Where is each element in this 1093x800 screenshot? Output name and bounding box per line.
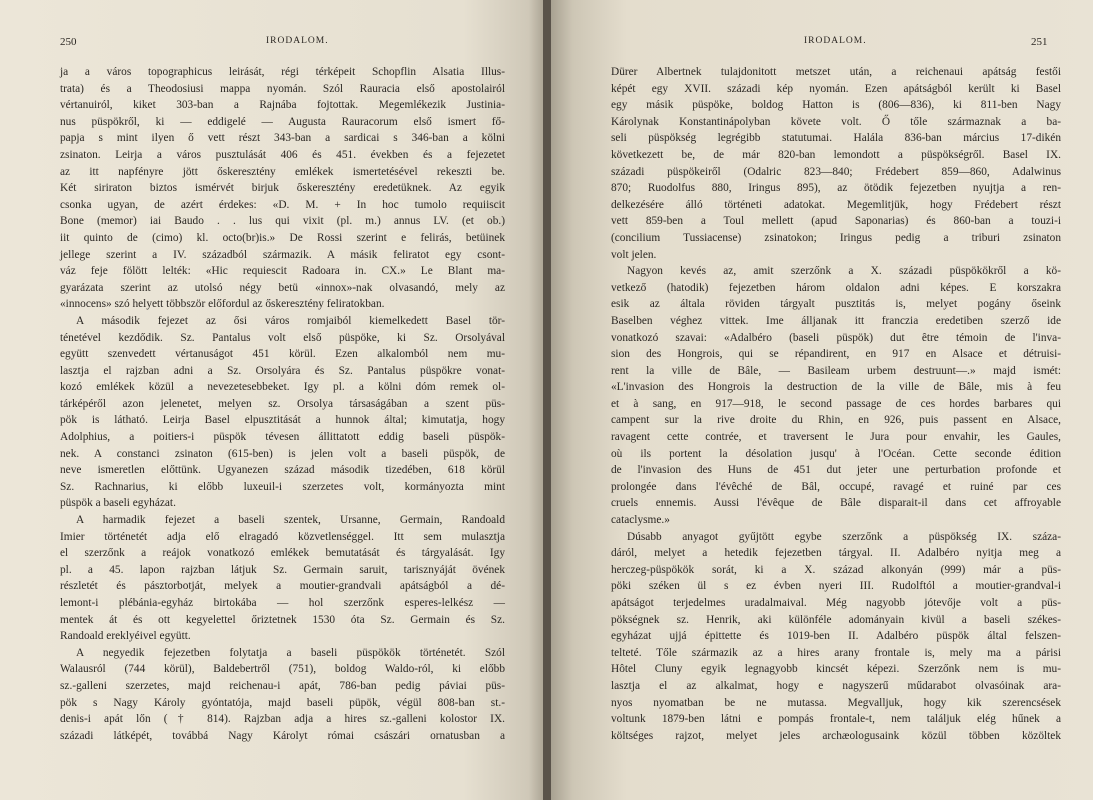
text-line: tárképéről azon jelenetet, melyen sz. Orsolya társaságában a szent püs-	[60, 397, 505, 410]
left-page	[0, 0, 545, 800]
text-line: nyos nyomatban be ne mutassa. Megvalljuk, hogy kik szerencsések	[611, 696, 1061, 709]
text-line: el szerzőnk a reájok vonatkozó emlékek bemutatását és tárgyalását. Igy	[60, 547, 505, 560]
text-line: nek. A constanci zsinaton (615-ben) is jelen volt a baseli püspök, de	[60, 447, 505, 460]
text-line: «L'invasion des Hongrois la destruction de la ville de Bâle, mis à feu	[611, 381, 1061, 394]
text-line: neve ismeretlen előttünk. Ugyanezen század második tizedében, 618 körül	[60, 464, 505, 477]
text-line: Hôtel Cluny egyik legnagyobb kincsét képezi. Szerzőnk nem is mu-	[611, 663, 1061, 676]
page-number-right: 251	[1031, 36, 1048, 48]
text-line: következett be, de már 820-ban lemondott a püspökségről. Basel IX.	[611, 148, 1061, 161]
running-head-right: IRODALOM.	[804, 36, 867, 46]
text-line: iit quinto de (cimo) kl. octo(br)is.» De Rossi szerint e felirás, betüinek	[60, 231, 505, 244]
right-page-text	[611, 64, 1061, 744]
text-line: pök s Nagy Károly gyóntatója, majd baseli püpök, végül 808-ban st.-	[60, 696, 505, 709]
text-line: telteté. Tőle származik az a hires arany frontale is, mely ma a párisi	[611, 646, 1061, 659]
text-line: vetkező (hatodik) fejezetben három oldalon adni képes. E korszakra	[611, 281, 1061, 294]
text-line: vértanuiról, kiket 303-ban a Rajnába fojtottak. Megemlékezik Justinia-	[60, 99, 505, 112]
text-line: delkezésére álló történeti adatokat. Megemlitjük, hogy Frédebert részt	[611, 198, 1061, 211]
text-line: ja a város topographicus leirását, régi térképeit Schopflin Alsatia Illus-	[60, 66, 505, 78]
text-line: Károlynak Konstantinápolyban követe volt. Ő tőle származnak a ba-	[611, 115, 1061, 128]
text-line: et à sang, en 917—918, le second passage de ces hordes barbares qui	[611, 397, 1061, 410]
text-line: nus püspökről, ki — eddigelé — Augusta Rauracorum első ismert fő-	[60, 115, 505, 128]
text-line: A harmadik fejezet a baseli szentek, Ursanne, Germain, Randoald	[76, 514, 505, 527]
text-line: vonatkozó szavai: «Adalbéro (baseli püspök) dut être témoin de l'inva-	[611, 331, 1061, 344]
text-line: apátságot terjedelmes uradalmaival. Még nagyobb jótevője volt a püs-	[611, 597, 1061, 609]
text-line: pl. a 45. lapon rajzban látjuk Sz. Germain saruit, tarisznyáját övének	[60, 563, 505, 576]
text-line: herczeg-püspökök sorát, ki a X. század alkonyán (999) már a püs-	[611, 563, 1061, 576]
text-line: lasztja el rajzban adni a Sz. Orsolyára és Sz. Pantalus püspökre vonat-	[60, 364, 505, 377]
text-line: cruels ennemis. Aussi l'évêque de Bâle disparait-il dans cet affroyable	[611, 497, 1061, 510]
text-line: prolongée dans l'évêché de Bâl, occupé, ravagé et ruiné par ces	[611, 480, 1061, 493]
text-line: «innocens» szó helyett többször előfordul az őskeresztény feliratokban.	[60, 298, 385, 311]
text-line: lemont-i plébánia-egyház birtokába — hol szerzőnk esperes-lelkész —	[60, 597, 505, 609]
text-line: sion des Hongrois, qui se répandirent, en 917 en Alsace et détruisi-	[611, 348, 1061, 361]
text-line: denis-i apát lőn († 814). Rajzban adja a hires sz.-galleni kolostor IX.	[60, 713, 505, 726]
text-line: dáról, melyet a hetedik fejezetben tárgyal. II. Adalbéro nyitja meg a	[611, 547, 1061, 560]
text-line: où ils portent la désolation jusqu' à l'Océan. Cette seconde édition	[611, 447, 1061, 460]
text-line: pök is látható. Leirja Basel elpusztitását a hunnok által; kimutatja, hogy	[60, 414, 505, 427]
text-line: ténetével kezdődik. Sz. Pantalus volt első püspöke, ki Sz. Orsolyával	[60, 331, 505, 344]
text-line: 870; Ruodolfus 880, Iringus 895), az ötödik fejezetben nyujtja a ren-	[611, 182, 1061, 195]
text-line: Nagyon kevés az, amit szerzőnk a X. századi püspökökről a kö-	[627, 265, 1061, 278]
text-line: költséges rajzot, melyet jeles archæologusaink közül többen közöltek	[611, 729, 1061, 742]
text-line: pöki széken ül s ez évben nyeri III. Rudolftól a moutier-grandval-i	[611, 580, 1061, 593]
text-line: A negyedik fejezetben folytatja a baseli püspökök történetét. Szól	[76, 646, 505, 659]
text-line: mentek át és ott kegyelettel őriztetnek 1530 óta Sz. Germain és Sz.	[60, 613, 505, 626]
text-line: csonka ugyan, de azért érdekes: «D. M. + In hoc tumolo requiiscit	[60, 198, 505, 211]
text-line: Baselben véghez vittek. Ime álljanak itt franczia eredetiben szerző ide	[611, 314, 1061, 327]
text-line: Sz. Rachnarius, ki előbb luxeuil-i szerzetes volt, kormányozta mint	[60, 480, 505, 493]
text-line: lasztja el az alkalmat, hogy e nagyszerű műdarabot olvasóinak ara-	[611, 679, 1061, 692]
text-line: pökségnek sz. Henrik, aki különféle adományain kivül a baseli székes-	[611, 613, 1061, 626]
text-line: jellege szerint a IV. századból származik. A másik feliratot egy csont-	[60, 248, 505, 261]
text-line: voltunk 1879-ben látni e pompás frontale-t, nem találjuk elég hűnek a	[611, 713, 1061, 726]
text-line: cataclysme.»	[611, 514, 670, 527]
text-line: püspök a baseli egyházat.	[60, 497, 176, 510]
page-number-left: 250	[60, 36, 77, 48]
text-line: Adolphius, a poitiers-i püspök tévesen állittatott eddig baseli püspök-	[60, 431, 505, 444]
text-line: egyházat ujjá épittette és 1019-ben II. Adalbéro püspök által felszen-	[611, 630, 1061, 643]
text-line: sz.-galleni szerzetes, majd reichenau-i apát, 786-ban pedig páviai püs-	[60, 679, 505, 692]
text-line: együtt szenvedett vértanuságot 451 körül. Ezen alkalomból nem mu-	[60, 348, 505, 361]
text-line: gyarázata szerint az utolsó négy betü «innox»-nak olvasandó, mely az	[60, 281, 505, 294]
text-line: A második fejezet az ősi város romjaiból kiemelkedett Basel tör-	[76, 314, 505, 327]
text-line: Randoald ereklyéivel együtt.	[60, 630, 191, 643]
text-line: (concilium Tussiacense) zsinatokon; Iringus pedig a triburi zsinaton	[611, 231, 1061, 244]
text-line: trata) és a Theodosiusi mappa nyomán. Szól Rauracia első apostolairól	[60, 82, 505, 95]
text-line: seli püspökség legrégibb statutumai. Halála 836-ban március 17-dikén	[611, 132, 1061, 145]
text-line: ravagent cette contrée, et traversent le Jura pour envahir, les Gaules,	[611, 431, 1061, 444]
text-line: volt jelen.	[611, 248, 657, 261]
text-line: Imier történetét adja elő elragadó közvetlenséggel. Itt sem mulasztja	[60, 530, 505, 543]
text-line: zsinaton. Leirja a város pusztulását 406 és 451. években és a fejezetet	[60, 148, 505, 161]
text-line: de l'invasion des Huns de 451 dut jeter une perturbation profonde et	[611, 464, 1061, 477]
text-line: esik az általa röviden tárgyalt pusztitás is, melyet pogány őseink	[611, 298, 1061, 311]
text-line: részletét és pásztorbotját, melyek a moutier-grandvali apátságból a dé-	[60, 580, 505, 593]
text-line: Dúsabb anyagot gyűjtött egybe szerzőnk a püspökség IX. száza-	[627, 530, 1061, 543]
text-line: az itt napfényre jött őskeresztény emlékek ismertetésével rekeszti be.	[60, 165, 505, 178]
text-line: egy másik püspöke, boldog Hatton is (806—836), ki 811-ben Nagy	[611, 99, 1061, 112]
running-head-left: IRODALOM.	[266, 36, 329, 46]
left-page-text	[60, 64, 505, 744]
text-line: vett 859-ben a Toul mellett (apud Saponarias) és 860-ban a touzi-i	[611, 215, 1061, 228]
text-line: Két siriraton biztos ismérvét birjuk őskeresztény eredetüknek. Az egyik	[60, 182, 505, 195]
text-line: Dürer Albertnek tulajdonitott metszet után, a reichenaui apátság festői	[611, 66, 1061, 78]
text-line: kozó emlékek közül a nevezetesebbeket. Igy pl. a kölni dóm remek ol-	[60, 381, 505, 394]
text-line: rent la ville de Bâle, — Basileam urbem destruunt—.» majd ismét:	[611, 364, 1061, 377]
text-line: váz feje fölött lelték: «Hic requiescit Radoara in. CX.» Le Blant ma-	[60, 265, 505, 278]
text-line: papja s mint ilyen ő vett részt 343-ban a sardicai s 346-ban a kölni	[60, 132, 505, 145]
right-page	[551, 0, 1093, 800]
text-line: századi látképét, továbbá Nagy Károlyt római császári ornatusban a	[60, 729, 505, 742]
text-line: Bone (memor) iai Baudo . . lus qui vixit (pl. m.) annus LV. (et ob.)	[60, 215, 505, 228]
text-line: századi püspökeiről (Odalric 823—840; Frédebert 859—860, Adalwinus	[611, 165, 1061, 178]
text-line: képét egy XVII. századi kép nyomán. Ezen apátságból került ki Basel	[611, 82, 1061, 95]
text-line: campent sur la rive droite du Rhin, en 926, puis passent en Alsace,	[611, 414, 1061, 427]
text-line: Walausról (744 körül), Baldebertről (751), boldog Waldo-ról, ki előbb	[60, 663, 505, 676]
